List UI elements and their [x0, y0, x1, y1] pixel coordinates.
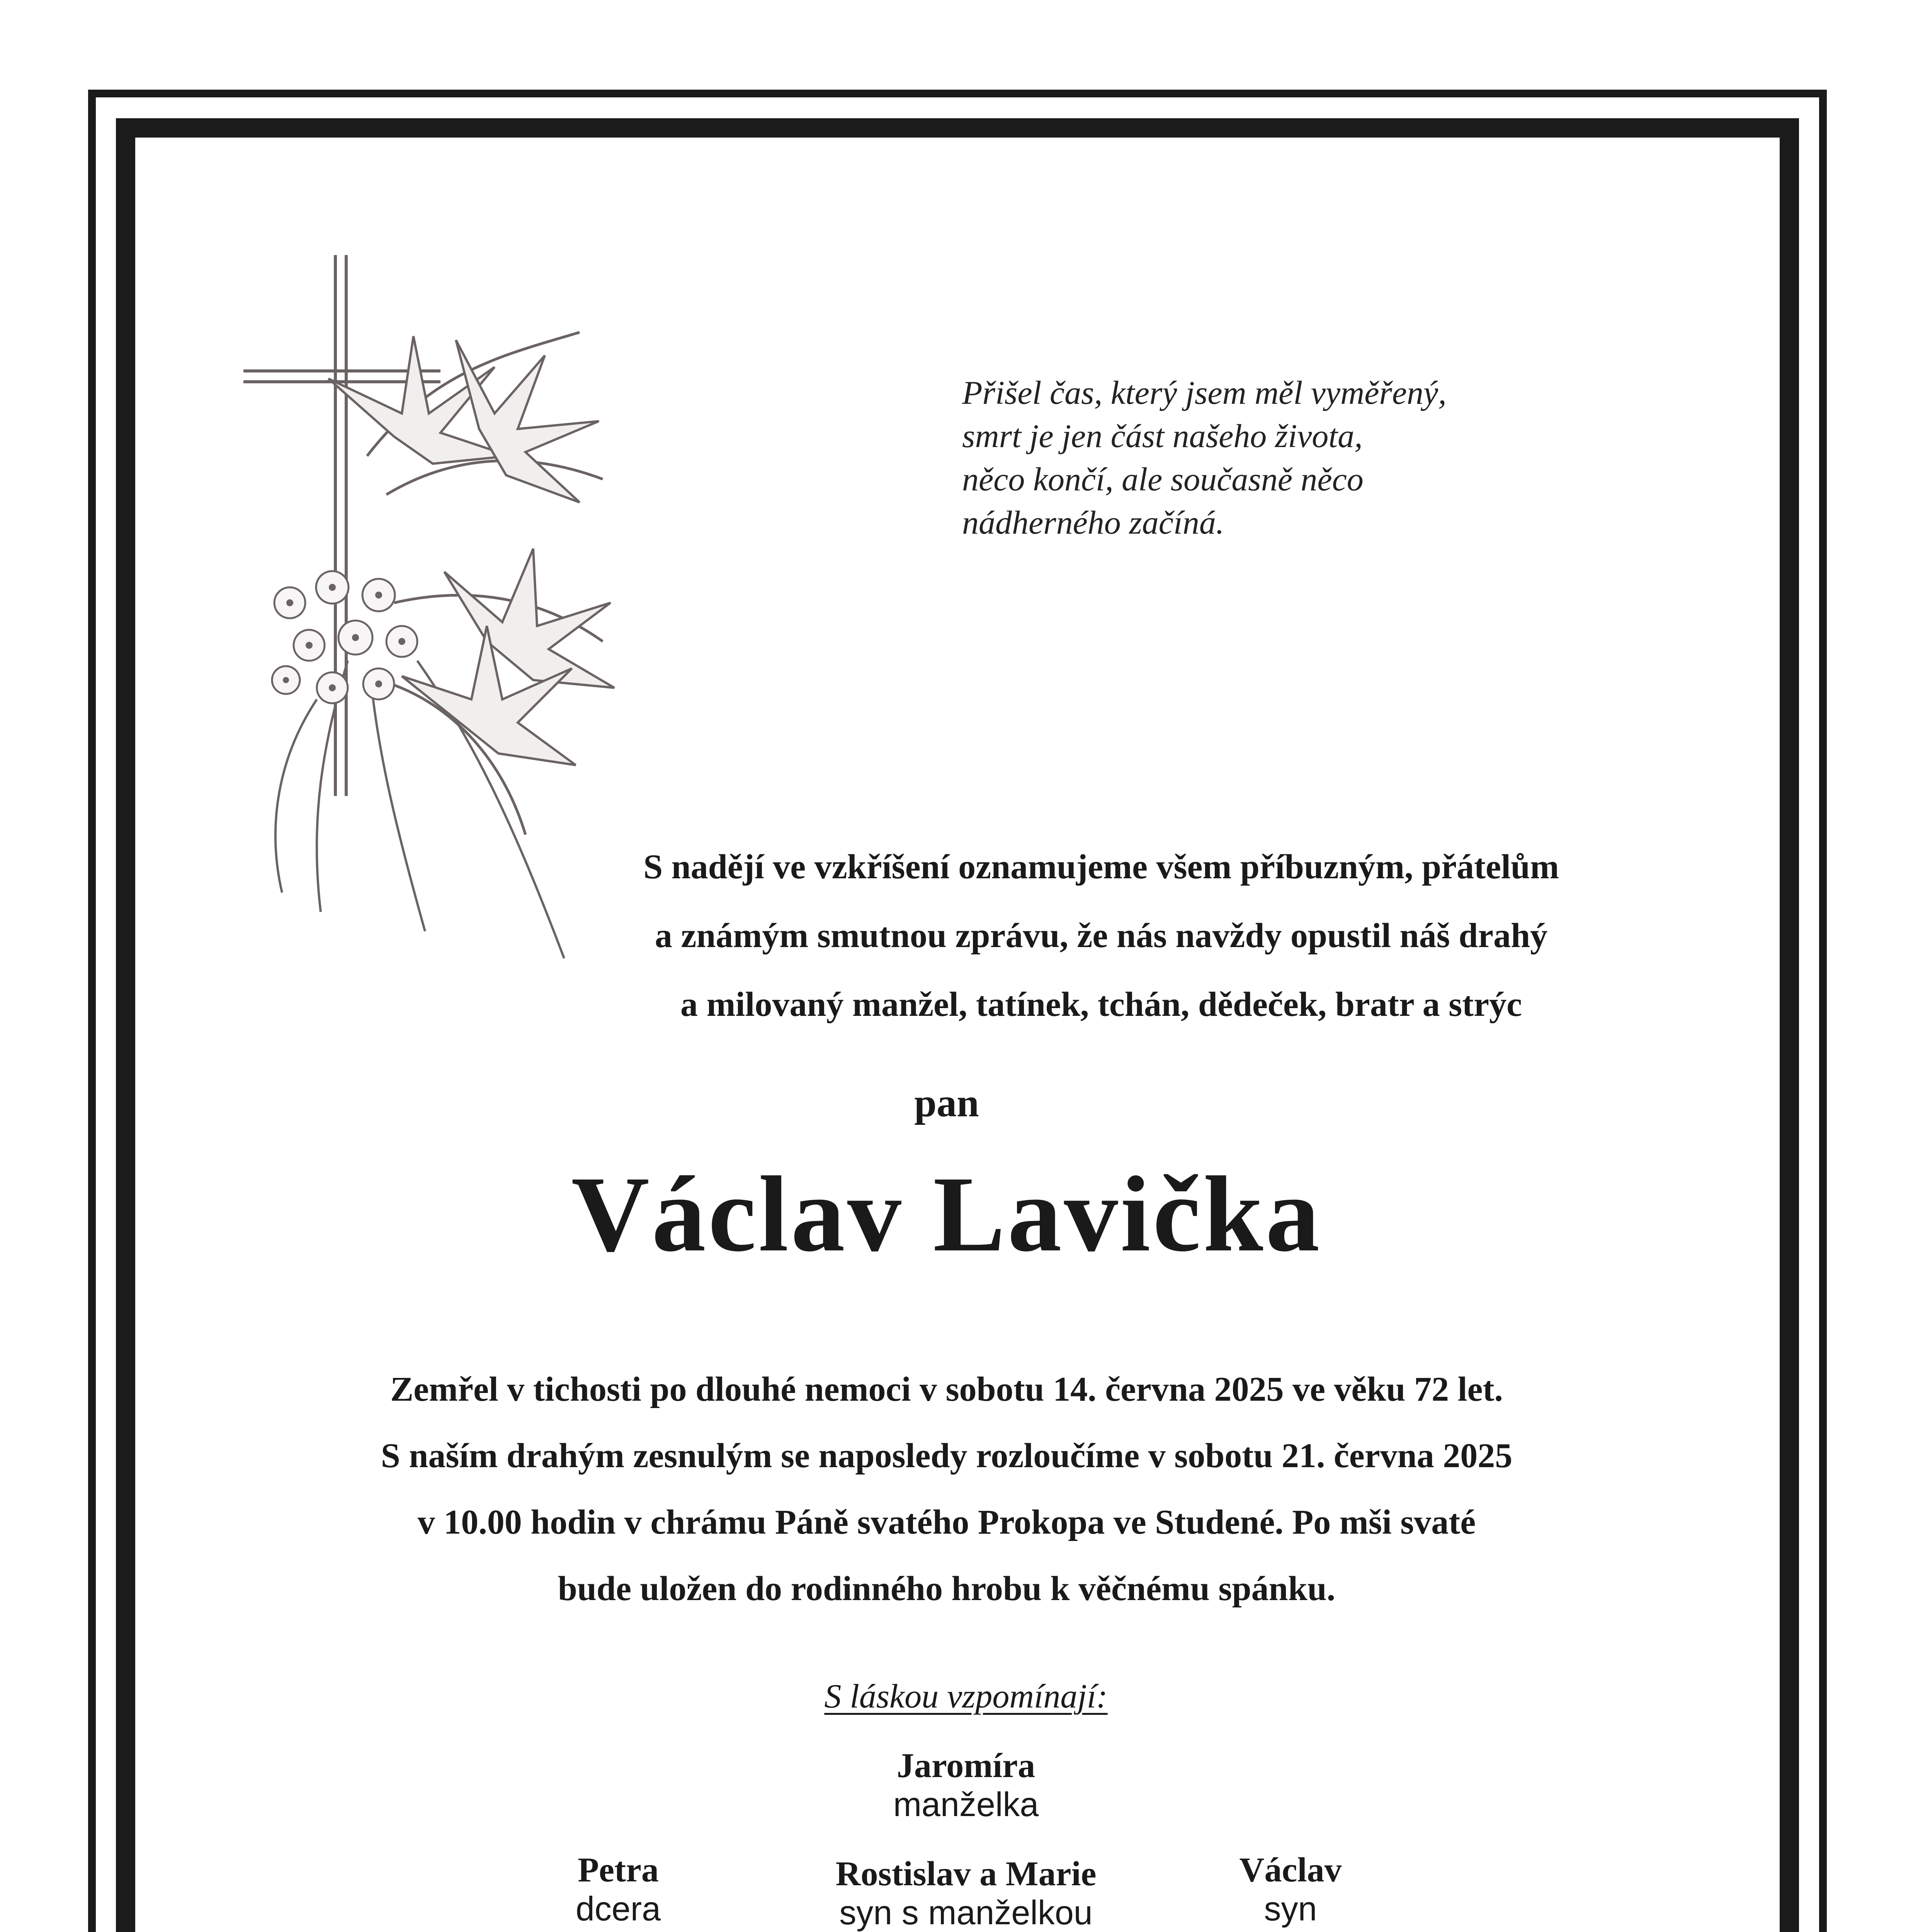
mourner-name: Václav	[1239, 1851, 1342, 1889]
mourner-daughter	[483, 1851, 753, 1928]
mourner-role: syn	[1264, 1889, 1317, 1928]
poem-line: nádherného začíná.	[962, 504, 1224, 541]
title-prefix: pan	[914, 1081, 979, 1125]
memorial-poem	[962, 371, 1580, 544]
poem-line: Přišel čas, který jsem měl vyměřený,	[962, 374, 1447, 411]
announcement-line: Zemřel v tichosti po dlouhé nemoci v sobotu 14. června 2025 ve věku 72 let.	[390, 1370, 1503, 1408]
poem-line: smrt je jen část našeho života,	[962, 417, 1363, 454]
mourner-wife	[773, 1747, 1159, 1824]
mourner-role: dcera	[575, 1889, 661, 1928]
mourners-heading: S láskou vzpomínají:	[824, 1678, 1108, 1715]
poem-line: něco končí, ale současně něco	[962, 461, 1364, 498]
announcement-line: v 10.00 hodin v chrámu Páně svatého Prokopa ve Studené. Po mši svaté	[417, 1503, 1476, 1541]
announcement-text	[270, 1356, 1623, 1622]
intro-text	[580, 833, 1623, 1039]
intro-line: a milovaný manžel, tatínek, tchán, dědeček, bratr a strýc	[680, 985, 1522, 1024]
mourner-role: syn s manželkou	[839, 1893, 1093, 1932]
mourner-name: Jaromíra	[896, 1747, 1036, 1785]
mourner-name: Petra	[578, 1851, 659, 1889]
announcement-line: bude uložen do rodinného hrobu k věčnému spánku.	[558, 1570, 1336, 1608]
deceased-name: Václav Lavička	[571, 1154, 1322, 1274]
announcement-line: S naším drahým zesnulým se naposledy rozloučíme v sobotu 21. června 2025	[381, 1437, 1513, 1475]
mourner-son-with-wife	[753, 1855, 1178, 1932]
mourner-son	[1155, 1851, 1426, 1928]
intro-line: a známým smutnou zprávu, že nás navždy opustil náš drahý	[655, 917, 1548, 955]
intro-line: S nadějí ve vzkříšení oznamujeme všem příbuzným, přátelům	[643, 848, 1559, 886]
mourner-name: Rostislav a Marie	[835, 1855, 1097, 1893]
mourner-role: manželka	[893, 1785, 1039, 1823]
